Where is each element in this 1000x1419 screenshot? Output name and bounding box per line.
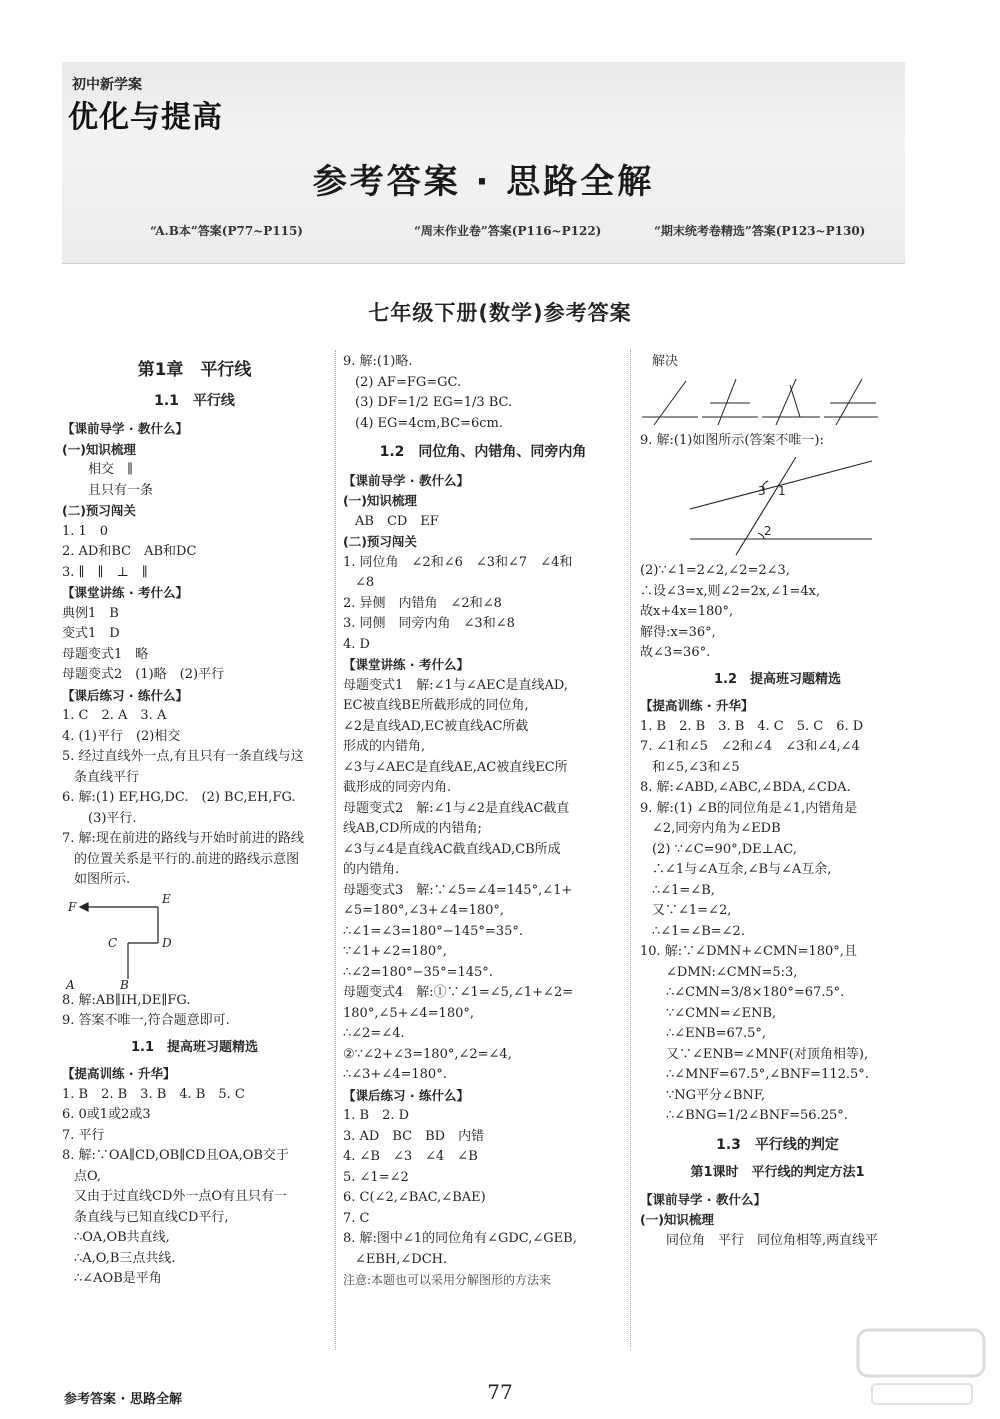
banner-sub-final: “期末统考卷精选”答案(P123~P130) [654,224,866,238]
answer-line: ∴A,O,B三点共线. [74,1250,176,1266]
answer-line: ∵NG平分∠BNF, [666,1087,765,1103]
part-heading: (一)知识梳理 [62,441,136,457]
note-line: 注意:本题也可以采用分解图形的方法来 [343,1273,552,1287]
answer-line: ∴∠MNF=67.5°,∠BNF=112.5°. [666,1067,869,1082]
part-heading: 【课后练习 · 练什么】 [343,1087,469,1103]
answer-line: 7. C [343,1210,370,1226]
brand-title: 优化与提高 [68,100,223,135]
answer-line: 1. B 2. B 3. B 4. B 5. C [62,1086,245,1102]
part-heading: (二)预习闯关 [343,534,417,549]
answer-line: ∠2是直线AD,EC被直线AC所截 [343,718,529,734]
answer-line: 8. 解:图中∠1的同位角有∠GDC,∠GEB, [343,1231,577,1246]
answer-line: 和∠5,∠3和∠5 [652,759,740,775]
banner-sub-ab: “A.B本”答案(P77~P115) [150,224,303,238]
answer-line: ∴OA,OB共直线, [74,1230,170,1245]
answer-line: 的位置关系是平行的.前进的路线示意图 [74,851,300,867]
answer-line: 5. ∠1=∠2 [343,1169,409,1185]
answer-line: (4) EG=4cm,BC=6cm. [355,415,503,431]
angle-label: 3 [758,484,766,498]
answer-line: 4. (1)平行 (2)相交 [62,728,181,744]
answer-line: 2. 异侧 内错角 ∠2和∠8 [343,595,502,611]
header-banner [62,62,905,264]
answer-line: 条直线平行 [74,769,140,785]
part-heading: 【课前导学 · 教什么】 [640,1191,766,1207]
answer-line: 形成的内错角, [343,739,426,754]
answer-line: 6. C(∠2,∠BAC,∠BAE) [343,1190,486,1205]
page-number: 77 [487,1380,513,1404]
section-heading: 1.1 平行线 [154,392,235,409]
answer-line: 1. C 2. A 3. A [62,708,167,723]
answer-line: 母题变式1 略 [62,646,149,662]
angle-label: 2 [764,524,772,538]
answer-line: ∠5=180°,∠3+∠4=180°, [343,903,505,918]
answer-line: ∠3与∠AEC是直线AE,AC被直线EC所 [343,759,568,775]
answer-line: ∴∠CMN=3/8×180°=67.5°. [666,985,845,1000]
answer-line: 母题变式2 (1)略 (2)平行 [62,667,225,682]
answer-line: ∴∠1=∠B, [652,882,715,898]
decomposed-figures [640,373,880,431]
answer-line: ∠DMN:∠CMN=5:3, [666,964,798,980]
answer-line: 且只有一条 [88,482,154,498]
part-heading: 【课后练习 · 练什么】 [62,687,188,703]
answer-line: ∴∠1=∠3=180°−145°=35°. [343,923,523,939]
answer-line: AB CD EF [355,513,439,529]
answer-line: 3. 同侧 同旁内角 ∠3和∠8 [343,616,515,631]
answer-line: 解决 [652,354,679,369]
answer-line: ∴∠2=180°−35°=145°. [343,964,493,980]
answer-line: ∠EBH,∠DCH. [355,1251,448,1267]
answer-line: ∴设∠3=x,则∠2=2x,∠1=4x, [640,583,821,599]
answer-line: 截形成的同旁内角. [343,780,452,795]
answer-line: (2) ∵∠C=90°,DE⊥AC, [652,841,797,857]
answer-line: 母题变式4 解:①∵∠1=∠5,∠1+∠2= [343,985,574,1000]
part-heading: (一)知识梳理 [640,1212,714,1227]
answer-line: 条直线与已知直线CD平行, [74,1209,229,1225]
answer-line: 又∵∠ENB=∠MNF(对顶角相等), [666,1046,869,1062]
answer-line: ∵∠1+∠2=180°, [343,944,447,959]
answer-line: 变式1 D [62,626,120,641]
answer-line: (2)∵∠1=2∠2,∠2=2∠3, [640,563,790,578]
answer-line: ∠3与∠4是直线AC截直线AD,CB所成 [343,841,561,857]
column-divider [335,350,336,1350]
answer-line: 的内错角. [343,862,400,877]
answer-line: ∴∠2=∠4. [343,1026,405,1041]
fig1-label: E [162,891,171,906]
answer-line: (2) AF=FG=GC. [355,374,462,390]
answer-line: 如图所示. [74,872,131,887]
answer-line: 母题变式1 解:∠1与∠AEC是直线AD, [343,677,569,693]
fig1-label: A [66,977,75,991]
banner-title: 参考答案 · 思路全解 [312,162,655,202]
answer-line: 9. 解:(1)如图所示(答案不唯一): [640,432,824,448]
answer-line: 线AB,CD所成的内错角; [343,821,482,836]
section-heading: 1.2 同位角、内错角、同旁内角 [379,444,587,460]
answer-line: 相交 ∥ [88,462,134,477]
section-heading: 1.3 平行线的判定 [716,1136,839,1153]
answer-column-3 [640,352,915,1251]
answer-line: 7. 平行 [62,1127,105,1143]
part-heading: 【课堂讲练 · 考什么】 [62,585,188,600]
answer-line: 1. 同位角 ∠2和∠6 ∠3和∠7 ∠4和 [343,554,573,570]
answer-line: ∴∠3+∠4=180°. [343,1067,447,1082]
answer-line: 9. 解:(1)略. [343,354,413,369]
answer-line: 3. AD BC BD 内错 [343,1128,485,1144]
answer-line: 6. 解:(1) EF,HG,DC. (2) BC,EH,FG. [62,790,296,805]
fig1-label: F [68,899,77,914]
part-heading: 【课堂讲练 · 考什么】 [343,657,469,672]
answer-line: 又由于过直线CD外一点O有且只有一 [74,1189,288,1204]
part-heading: (一)知识梳理 [343,493,417,508]
answer-line: ∴∠AOB是平角 [74,1271,162,1286]
footer-caption: 参考答案 · 思路全解 [64,1392,182,1407]
answer-line: 8. 解:AB∥IH,DE∥FG. [62,992,191,1008]
fig1-label: B [120,977,129,991]
part-heading: 【课前导学 · 教什么】 [343,472,469,488]
answer-line: ∠2,同旁内角为∠EDB [652,821,781,836]
answer-line: 典例1 B [62,605,119,621]
answer-line: 解得:x=36°, [640,624,716,640]
answer-line: 故x+4x=180°, [640,604,734,619]
answer-line: ∴∠ENB=67.5°, [666,1026,767,1041]
parallel-lines-figure [640,451,880,561]
answer-line: 8. 解:∠ABD,∠ABC,∠BDA,∠CDA. [640,780,851,795]
answer-line: 故∠3=36°. [640,645,711,660]
brand-small: 初中新学案 [72,77,142,93]
answer-line: ∴∠BNG=1/2∠BNF=56.25°. [666,1108,848,1123]
subsection-heading: 第1课时 平行线的判定方法1 [690,1165,865,1180]
answer-line: 8. 解:∵OA∥CD,OB∥CD且OA,OB交于 [62,1148,289,1163]
answer-line: 10. 解:∵∠DMN+∠CMN=180°,且 [640,944,857,959]
answer-line: 1. 1 0 [62,523,109,539]
answer-line: 180°,∠5+∠4=180°, [343,1005,475,1021]
subsection-heading: 1.2 提高班习题精选 [713,671,842,687]
answer-line: 母题变式3 解:∵∠5=∠4=145°,∠1+ [343,882,573,898]
answer-line: 9. 答案不唯一,符合题意即可. [62,1013,230,1028]
answer-line: ∴∠1=∠B=∠2. [652,923,745,939]
answer-line: 9. 解:(1) ∠B的同位角是∠1,内错角是 [640,800,858,816]
answer-line: 1. B 2. D [343,1108,410,1123]
chapter-heading: 第1章 平行线 [137,360,252,380]
watermark-logo [852,1322,992,1412]
part-heading: 【提高训练 · 升华】 [640,698,754,713]
part-heading: (二)预习闯关 [62,503,136,518]
answer-line: 母题变式2 解:∠1与∠2是直线AC截直 [343,800,570,816]
answer-column-1 [62,352,327,1290]
answer-line: 6. 0或1或2或3 [62,1107,151,1122]
answer-line: 7. 解:现在前进的路线与开始时前进的路线 [62,831,304,846]
answer-line: 1. B 2. B 3. B 4. C 5. C 6. D [640,718,864,734]
answer-line: ∵∠CMN=∠ENB, [666,1005,777,1021]
answer-line: 2. AD和BC AB和DC [62,544,197,559]
answer-line: 4. D [343,636,370,652]
column-divider [630,350,631,1350]
banner-sub-weekly: “周末作业卷”答案(P116~P122) [414,224,602,238]
fig1-label: C [108,935,118,950]
answer-line: (3) DF=1/2 EG=1/3 BC. [355,395,513,410]
answer-line: EC被直线BE所截形成的同位角, [343,698,529,713]
answer-line: 3. ∥ ∥ ⊥ ∥ [62,564,148,580]
answer-line: 同位角 平行 同位角相等,两直线平 [666,1232,879,1248]
answer-line: 又∵∠1=∠2, [652,903,732,918]
answer-line: ∴∠1与∠A互余,∠B与∠A互余, [652,862,832,877]
answer-line: 7. ∠1和∠5 ∠2和∠4 ∠3和∠4,∠4 [640,739,860,754]
angle-label: 1 [778,484,786,498]
answer-line: (3)平行. [88,810,137,826]
fig1-label: D [162,935,172,950]
answer-line: 5. 经过直线外一点,有且只有一条直线与这 [62,749,304,764]
part-heading: 【提高训练 · 升华】 [62,1066,176,1081]
route-diagram [62,891,212,991]
answer-line: 点O, [74,1168,102,1184]
subsection-heading: 1.1 提高班习题精选 [130,1039,259,1055]
part-heading: 【课前导学 · 教什么】 [62,421,188,436]
answer-line: 4. ∠B ∠3 ∠4 ∠B [343,1149,478,1164]
answer-column-2 [343,352,623,1291]
page-title: 七年级下册(数学)参考答案 [368,301,632,325]
answer-line: ∠8 [355,575,375,590]
answer-line: ②∵∠2+∠3=180°,∠2=∠4, [343,1046,512,1062]
